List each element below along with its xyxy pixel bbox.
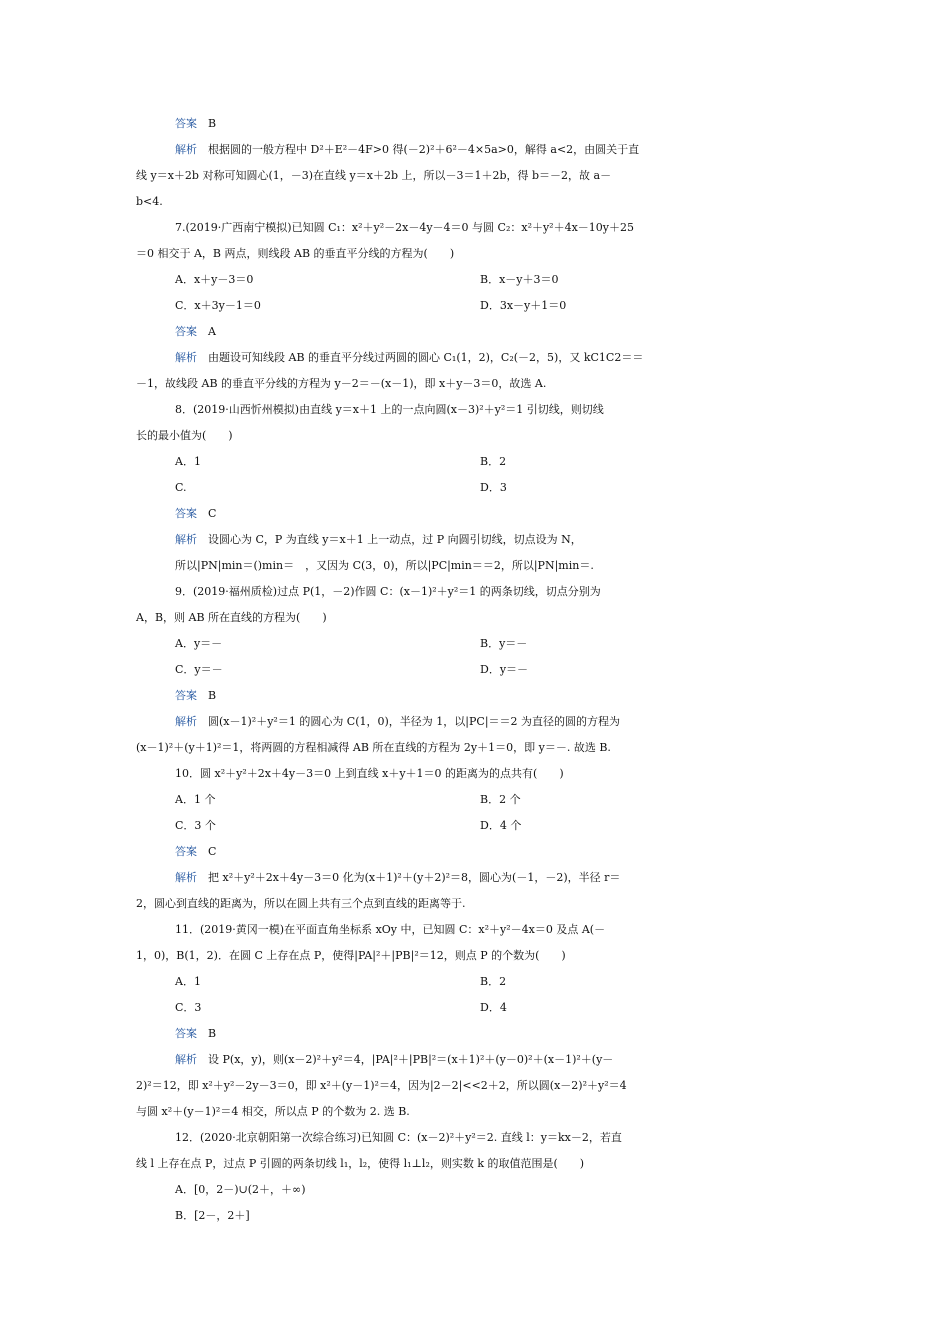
- question-line: [0, 218, 950, 238]
- answer-line: [0, 504, 950, 524]
- analysis-label: 解析: [175, 1053, 197, 1066]
- line-text: 10．圆 x²＋y²＋2x＋4y－3＝0 上到直线 x＋y＋1＝0 的距离为的点共有( ): [175, 767, 564, 780]
- option-right: B．y＝－: [480, 637, 528, 650]
- continuation-line: [0, 946, 950, 966]
- question-line: [0, 582, 950, 602]
- continuation-line: [0, 608, 950, 628]
- text-line: [0, 1206, 950, 1226]
- continuation-line: [0, 244, 950, 264]
- answer-line: [0, 114, 950, 134]
- answer-line: [0, 1024, 950, 1044]
- analysis-label: 解析: [175, 871, 197, 884]
- option-left: A．1: [175, 455, 201, 468]
- answer-label: 答案: [175, 689, 197, 702]
- question-line: [0, 764, 950, 784]
- continuation-line: [0, 1102, 950, 1122]
- line-text: b<4.: [136, 195, 163, 208]
- line-text: B: [197, 1027, 217, 1040]
- option-right: B．x－y＋3＝0: [480, 273, 559, 286]
- line-text: B．[2－，2＋]: [175, 1209, 250, 1222]
- line-text: A: [197, 325, 216, 338]
- option-right: D．3: [480, 481, 507, 494]
- analysis-line: [0, 868, 950, 888]
- option-left: C．x＋3y－1＝0: [175, 299, 261, 312]
- line-text: 1，0)，B(1，2)．在圆 C 上存在点 P，使得|PA|²＋|PB|²＝12，则点 P 的个数为( ): [136, 949, 566, 962]
- analysis-line: [0, 530, 950, 550]
- line-text: 设圆心为 C，P 为直线 y＝x＋1 上一动点，过 P 向圆引切线，切点设为 N，: [197, 533, 582, 546]
- text-line: [0, 556, 950, 576]
- answer-label: 答案: [175, 507, 197, 520]
- option-right: B．2 个: [480, 793, 521, 806]
- answer-label: 答案: [175, 325, 197, 338]
- analysis-line: [0, 712, 950, 732]
- line-text: 把 x²＋y²＋2x＋4y－3＝0 化为(x＋1)²＋(y＋2)²＝8，圆心为(－1，－2)，半径 r＝: [197, 871, 621, 884]
- continuation-line: [0, 738, 950, 758]
- option-left: A．y＝－: [175, 637, 223, 650]
- analysis-line: [0, 1050, 950, 1070]
- line-text: 11．(2019·黄冈一模)在平面直角坐标系 xOy 中，已知圆 C：x²＋y²－4x＝0 及点 A(－: [175, 923, 606, 936]
- line-text: 圆(x－1)²＋y²＝1 的圆心为 C(1，0)，半径为 1，以|PC|＝＝2 为直径的圆的方程为: [197, 715, 621, 728]
- line-text: (x－1)²＋(y＋1)²＝1，将两圆的方程相减得 AB 所在直线的方程为 2y＋1＝0，即 y＝－. 故选 B.: [136, 741, 611, 754]
- option-left: A．1 个: [175, 793, 216, 806]
- line-text: －1，故线段 AB 的垂直平分线的方程为 y－2＝－(x－1)，即 x＋y－3＝0，故选 A.: [136, 377, 547, 390]
- text-line: [0, 1180, 950, 1200]
- option-left: C．3: [175, 1001, 202, 1014]
- continuation-line: [0, 894, 950, 914]
- option-right: B．2: [480, 455, 507, 468]
- line-text: 8．(2019·山西忻州模拟)由直线 y＝x＋1 上的一点向圆(x－3)²＋y²＝1 引切线，则切线: [175, 403, 604, 416]
- line-text: 与圆 x²＋(y－1)²＝4 相交，所以点 P 的个数为 2. 选 B.: [136, 1105, 410, 1118]
- question-line: [0, 920, 950, 940]
- continuation-line: [0, 374, 950, 394]
- line-text: C: [197, 507, 217, 520]
- continuation-line: [0, 1076, 950, 1096]
- question-line: [0, 400, 950, 420]
- option-left: C．3 个: [175, 819, 216, 832]
- continuation-line: [0, 426, 950, 446]
- line-text: A，B，则 AB 所在直线的方程为( ): [136, 611, 327, 624]
- line-text: 由题设可知线段 AB 的垂直平分线过两圆的圆心 C₁(1，2)，C₂(－2，5)，又 kC1C2＝＝: [197, 351, 644, 364]
- line-text: ＝0 相交于 A，B 两点，则线段 AB 的垂直平分线的方程为( ): [136, 247, 455, 260]
- answer-line: [0, 322, 950, 342]
- line-text: 2)²＝12，即 x²＋y²－2y－3＝0，即 x²＋(y－1)²＝4，因为|2－2|<<2＋2，所以圆(x－2)²＋y²＝4: [136, 1079, 627, 1092]
- answer-label: 答案: [175, 117, 197, 130]
- line-text: B: [197, 117, 217, 130]
- line-text: 根据圆的一般方程中 D²＋E²－4F>0 得(－2)²＋6²－4×5a>0，解得 a<2，由圆关于直: [197, 143, 640, 156]
- continuation-line: [0, 192, 950, 212]
- line-text: 所以|PN|min＝()min＝ ，又因为 C(3，0)，所以|PC|min＝＝2，所以|PN|min＝.: [175, 559, 594, 572]
- option-right: D．4 个: [480, 819, 522, 832]
- line-text: A．[0，2－)∪(2＋，＋∞): [175, 1183, 306, 1196]
- line-text: C: [197, 845, 217, 858]
- continuation-line: [0, 166, 950, 186]
- option-left: A．1: [175, 975, 201, 988]
- line-text: B: [197, 689, 217, 702]
- line-text: 线 l 上存在点 P，过点 P 引圆的两条切线 l₁，l₂，使得 l₁⊥l₂，则实数 k 的取值范围是( ): [136, 1157, 585, 1170]
- continuation-line: [0, 1154, 950, 1174]
- analysis-label: 解析: [175, 533, 197, 546]
- option-left: C.: [175, 481, 187, 494]
- option-right: D．3x－y＋1＝0: [480, 299, 567, 312]
- analysis-label: 解析: [175, 143, 197, 156]
- answer-label: 答案: [175, 1027, 197, 1040]
- line-text: 长的最小值为( ): [136, 429, 233, 442]
- analysis-line: [0, 140, 950, 160]
- analysis-label: 解析: [175, 351, 197, 364]
- line-text: 设 P(x，y)，则(x－2)²＋y²＝4，|PA|²＋|PB|²＝(x＋1)²＋(y－0)²＋(x－1)²＋(y－: [197, 1053, 614, 1066]
- line-text: 9．(2019·福州质检)过点 P(1，－2)作圆 C：(x－1)²＋y²＝1 的两条切线，切点分别为: [175, 585, 601, 598]
- line-text: 线 y＝x＋2b 对称可知圆心(1，－3)在直线 y＝x＋2b 上，所以－3＝1＋2b，得 b＝－2，故 a－: [136, 169, 612, 182]
- line-text: 12．(2020·北京朝阳第一次综合练习)已知圆 C：(x－2)²＋y²＝2. 直线 l：y＝kx－2，若直: [175, 1131, 622, 1144]
- option-right: D．4: [480, 1001, 507, 1014]
- option-right: D．y＝－: [480, 663, 529, 676]
- option-right: B．2: [480, 975, 507, 988]
- question-line: [0, 1128, 950, 1148]
- answer-line: [0, 686, 950, 706]
- analysis-label: 解析: [175, 715, 197, 728]
- line-text: 7.(2019·广西南宁模拟)已知圆 C₁：x²＋y²－2x－4y－4＝0 与圆 C₂：x²＋y²＋4x－10y＋25: [175, 221, 635, 234]
- analysis-line: [0, 348, 950, 368]
- answer-label: 答案: [175, 845, 197, 858]
- line-text: 2，圆心到直线的距离为，所以在圆上共有三个点到直线的距离等于.: [136, 897, 466, 910]
- option-left: A．x＋y－3＝0: [175, 273, 254, 286]
- answer-line: [0, 842, 950, 862]
- option-left: C．y＝－: [175, 663, 223, 676]
